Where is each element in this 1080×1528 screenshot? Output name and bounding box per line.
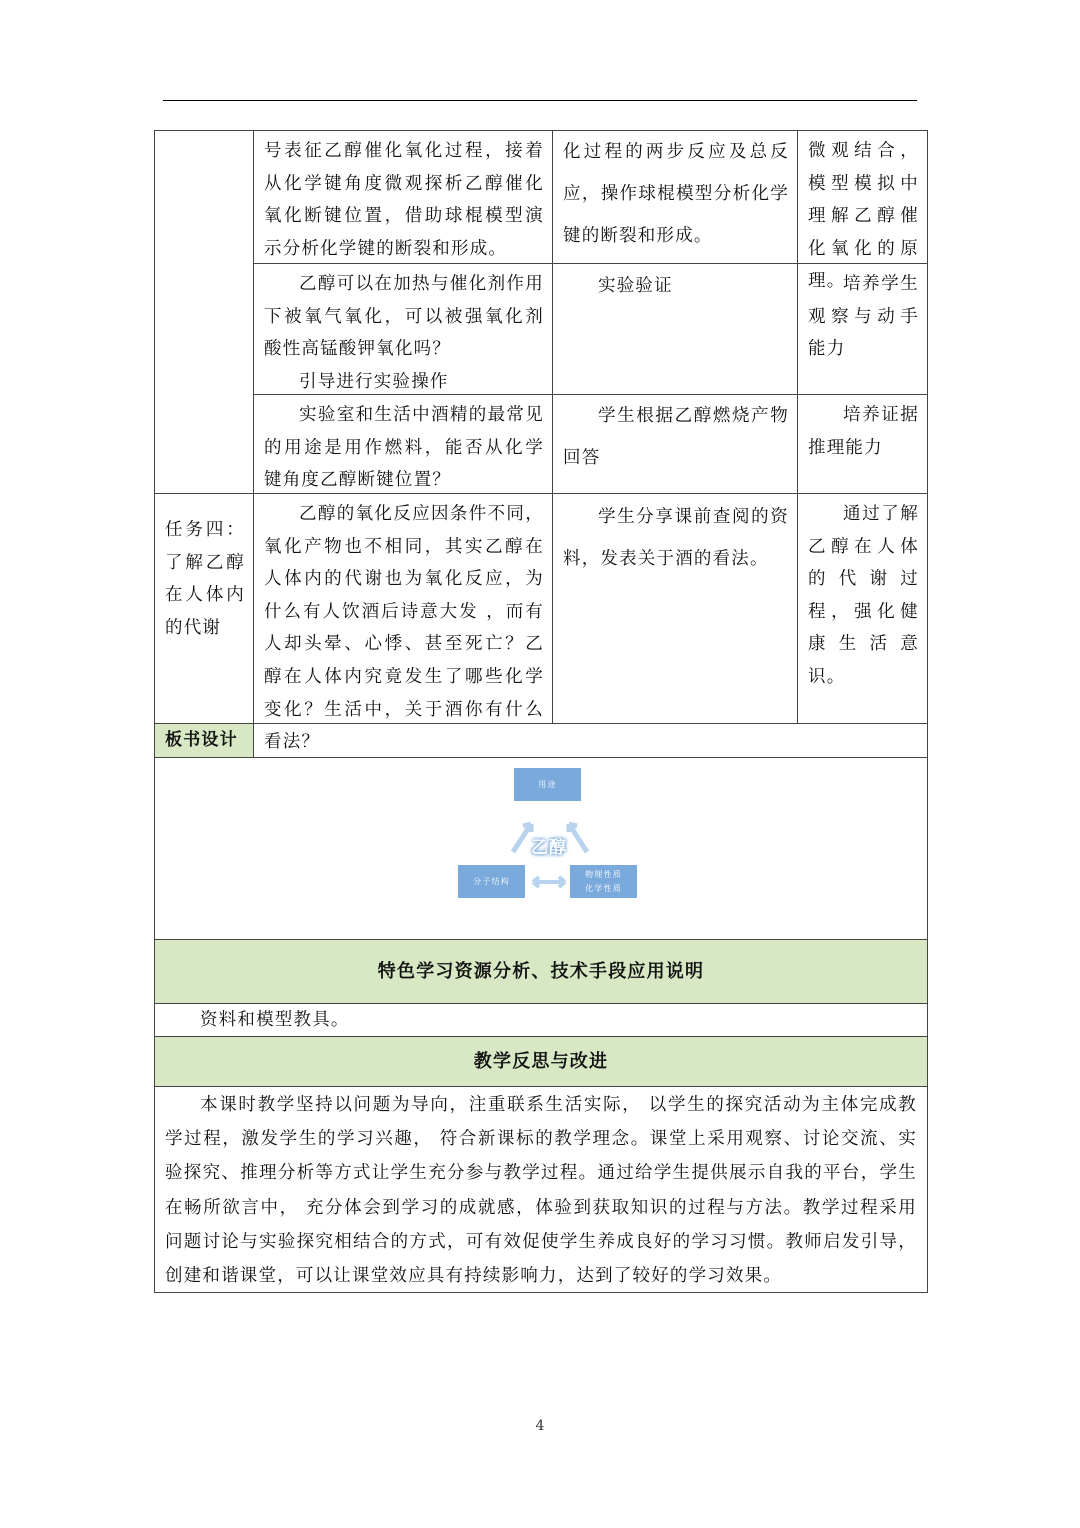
reflection-text: 本课时教学坚持以问题为导向，注重联系生活实际， 以学生的探究活动为主体完成教学过程，激发学生的学习兴趣， 符合新课标的教学理念。课堂上采用观察、讨论交流、实验探究、推理分析等方式让学生充分参与教学过程。通过给学生提供展示自我的平台，学生在畅所欲言中， 充分体会到学习的成就感，体验到获取知识的过程与方法。教学过程采用问题讨论与实验探究相结合的方式，可有效促使学生养成良好的学习习惯。教师启发引导，创建和谐课堂，可以让课堂效应具有持续影响力，达到了较好的学习效果。 (165, 1095, 917, 1287)
reflection-body (154, 1086, 928, 1293)
student-activity-cell (552, 394, 798, 494)
task-cell-empty (154, 130, 254, 494)
header-rule (163, 100, 917, 101)
design-intent-cell (797, 394, 928, 494)
resources-body (154, 1003, 928, 1037)
reflection-title: 教学反思与改进 (473, 1051, 609, 1072)
diagram-box-use-label: 用途 (538, 780, 557, 789)
student-activity-cell (552, 263, 798, 395)
diagram-box-structure (458, 865, 525, 898)
diagram-box-chemical-label: 化学性质 (585, 884, 622, 893)
student-activity-text: 学生根据乙醇燃烧产物回答 (563, 406, 789, 468)
diagram-box-properties (570, 865, 637, 898)
board-diagram-cell (154, 757, 928, 940)
teacher-activity-text: 乙醇可以在加热与催化剂作用下被氧气氧化，可以被强氧化剂酸性高锰酸钾氧化吗？ (264, 274, 544, 360)
teacher-activity-text: 引导进行实验操作 (299, 371, 449, 392)
page-number: 4 (535, 1418, 545, 1434)
student-activity-text: 学生分享课前查阅的资料，发表关于酒的看法。 (563, 507, 789, 569)
teacher-activity-text: 实验室和生活中酒精的最常见的用途是用作燃料，能否从化学键角度乙醇断键位置？ (264, 405, 544, 491)
student-activity-text: 实验验证 (598, 276, 673, 296)
design-intent-cell (797, 130, 928, 292)
teacher-activity-cell (253, 130, 553, 264)
student-activity-cell (552, 493, 798, 724)
diagram-box-physical-label: 物理性质 (585, 870, 622, 879)
arrow-up-left-icon (513, 824, 531, 852)
design-intent-cell (797, 493, 928, 724)
student-activity-cell (552, 130, 798, 264)
student-activity-text: 化过程的两步反应及总反应，操作球棍模型分析化学键的断裂和形成。 (563, 142, 789, 246)
teacher-activity-text: 号表征乙醇催化氧化过程，接着从化学键角度微观探析乙醇催化氧化断键位置，借助球棍模型演示分析化学键的断裂和形成。 (264, 141, 544, 259)
resources-text: 资料和模型教具。 (200, 1010, 350, 1030)
design-intent-text: 微观结合，模型模拟中理解乙醇催化氧化的原理。 (808, 141, 919, 292)
board-design-label: 板书设计 (165, 730, 238, 750)
design-intent-text: 培养学生观察与动手能力 (808, 274, 919, 360)
design-intent-cell (797, 263, 928, 395)
reflection-header (154, 1036, 928, 1087)
diagram-box-structure-label: 分子结构 (473, 877, 510, 886)
diagram-box-use (514, 768, 581, 801)
board-design-label-cell (154, 723, 254, 758)
diagram-center-text: 乙醇 (531, 838, 567, 858)
design-intent-text: 培养证据推理能力 (808, 405, 919, 458)
teacher-activity-cell (253, 394, 553, 494)
diagram-center-label (531, 832, 567, 865)
board-design-empty-cell (253, 723, 928, 758)
teacher-activity-cell (253, 263, 553, 395)
task-title: 任务四：了解乙醇在人体内的代谢 (165, 520, 245, 638)
task-cell (154, 493, 254, 724)
resources-header (154, 939, 928, 1004)
double-arrow-icon (533, 877, 565, 887)
diagram-double-arrow (529, 874, 569, 890)
teacher-activity-cell (253, 493, 553, 753)
design-intent-text: 通过了解乙醇在人体的代谢过程，强化健康生活意识。 (808, 504, 919, 687)
teacher-activity-text: 乙醇的氧化反应因条件不同，氧化产物也不相同，其实乙醇在人体内的代谢也为氧化反应，为什么有人饮酒后诗意大发 ，而有人却头晕、心悸、甚至死亡？乙醇在人体内究竟发生了哪些化学变化？生活中，关于酒你有什么看法？ (264, 504, 544, 753)
arrow-up-right-icon (569, 824, 587, 852)
resources-title: 特色学习资源分析、技术手段应用说明 (377, 961, 705, 982)
